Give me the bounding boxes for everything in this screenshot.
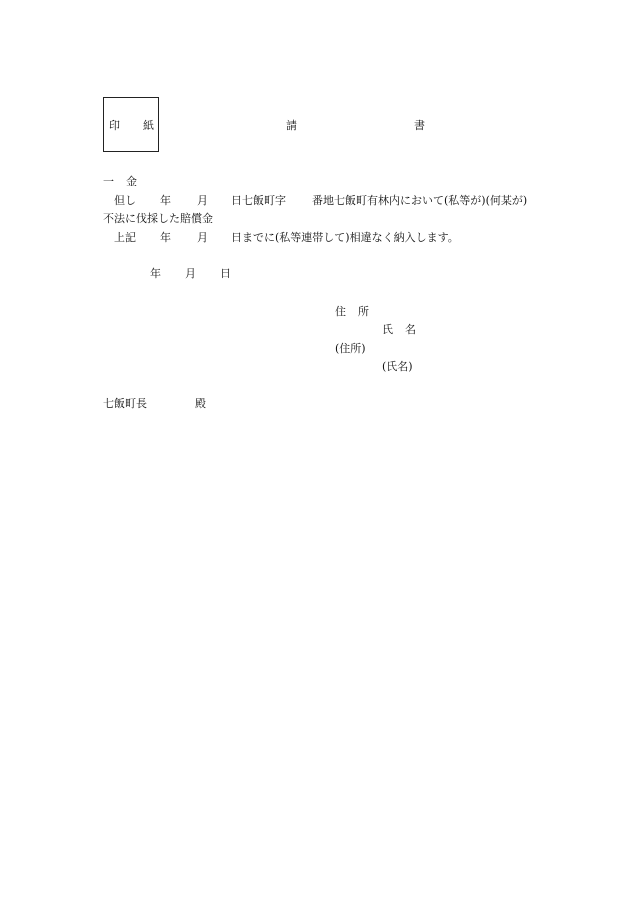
title-char-1: 請 (286, 119, 297, 132)
title-char-2: 書 (414, 119, 425, 132)
amount-kin: 金 (126, 175, 137, 188)
line1-day-place: 日七飯町字 (231, 194, 286, 207)
addressee-dono: 殿 (195, 397, 206, 410)
date-day: 日 (220, 267, 231, 280)
date-month: 月 (185, 267, 196, 280)
signature-name-paren: (氏名) (382, 360, 413, 373)
signature-address-2: 所 (358, 305, 369, 318)
line3-year: 年 (160, 231, 171, 244)
signature-address-paren: (住所) (335, 342, 366, 355)
line3-rest: 日までに(私等連帯して)相違なく納入します。 (231, 231, 459, 244)
signature-name-1: 氏 (382, 323, 393, 336)
signature-name-2: 名 (405, 323, 416, 336)
line3-month: 月 (197, 231, 208, 244)
addressee-mayor: 七飯町長 (103, 397, 147, 410)
stamp-label-1: 印 (109, 119, 120, 132)
stamp-label-2: 紙 (143, 119, 154, 132)
line1-rest: 番地七飯町有林内において(私等が)(何某が) (312, 194, 528, 207)
amount-ichi: 一 (103, 175, 114, 188)
line1-year: 年 (160, 194, 171, 207)
signature-address-1: 住 (335, 305, 346, 318)
line3-joki: 上記 (114, 231, 136, 244)
date-year: 年 (150, 267, 161, 280)
line1-tadashi: 但し (114, 194, 136, 207)
line1-month: 月 (197, 194, 208, 207)
line2-text: 不法に伐採した賠償金 (103, 212, 213, 225)
